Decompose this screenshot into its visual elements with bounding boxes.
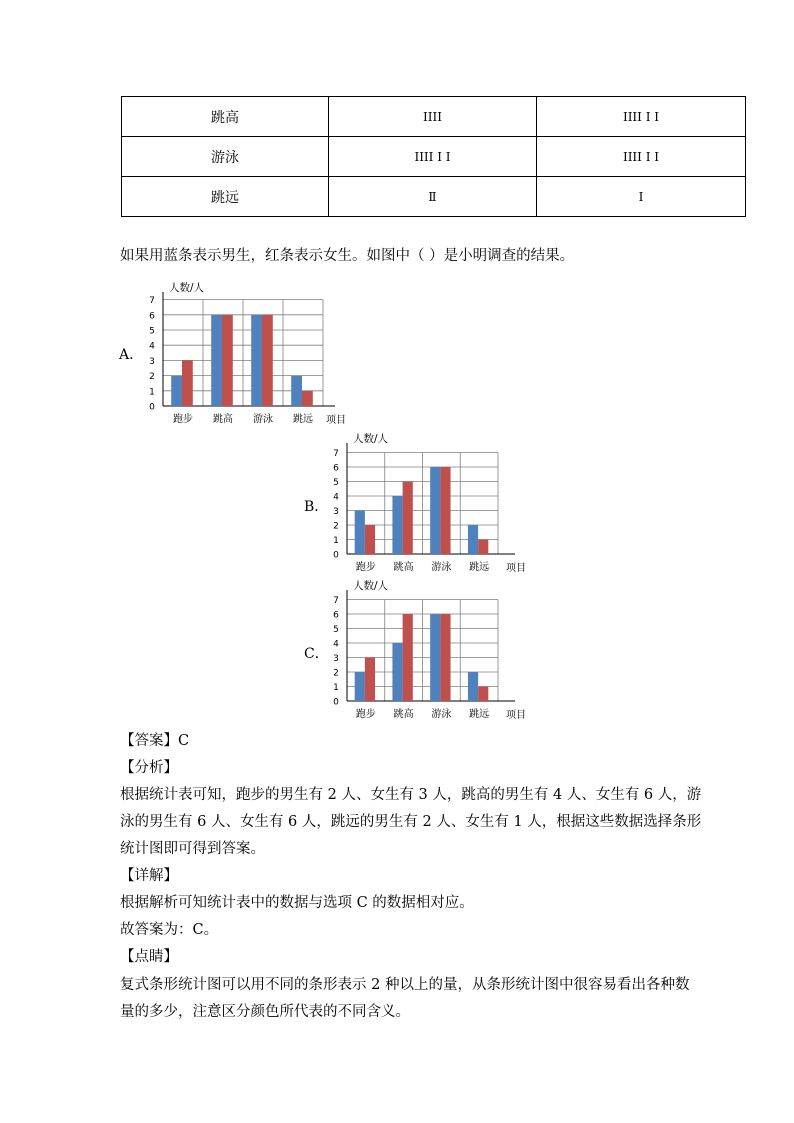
x-tick-label: 跳高 — [393, 709, 414, 720]
boys-bar — [392, 496, 402, 554]
y-tick-label: 7 — [333, 449, 339, 459]
x-tick-label: 跳远 — [293, 414, 313, 425]
x-axis-label: 项目 — [506, 563, 526, 574]
y-tick-label: 4 — [333, 639, 339, 650]
x-tick-label: 跳远 — [469, 562, 490, 573]
boys-bar — [291, 376, 302, 406]
y-tick-label: 4 — [333, 492, 339, 503]
chart-option-b — [327, 433, 537, 575]
boys-bar — [211, 315, 222, 406]
x-tick-label: 跳高 — [393, 562, 414, 573]
chart-option-c — [327, 580, 537, 722]
girls-bar — [440, 614, 450, 701]
girls-bar — [403, 614, 413, 701]
girls-tally-cell: IIII I I — [537, 137, 746, 177]
comment-line: 量的多少，注意区分颜色所代表的不同含义。 — [120, 1004, 410, 1020]
comment-heading: 【点睛】 — [120, 949, 178, 965]
option-b-label: B． — [304, 499, 329, 515]
y-tick-label: 2 — [149, 372, 155, 383]
boys-bar — [468, 525, 478, 554]
girls-bar — [478, 687, 488, 702]
y-tick-label: 6 — [333, 610, 339, 621]
answer-text: 【答案】C — [120, 733, 190, 749]
boys-bar — [430, 614, 440, 701]
x-tick-label: 跳远 — [469, 709, 490, 720]
detail-heading: 【详解】 — [120, 868, 178, 884]
analysis-heading: 【分析】 — [120, 760, 178, 776]
detail-line: 根据解析可知统计表中的数据与选项 C 的数据相对应。 — [120, 895, 474, 911]
question-text: 如果用蓝条表示男生，红条表示女生。如图中（ ）是小明调查的结果。 — [120, 248, 575, 264]
girls-bar — [182, 360, 193, 406]
girls-tally-cell: I — [537, 177, 746, 217]
analysis-line: 统计图即可得到答案。 — [120, 841, 265, 857]
girls-bar — [365, 658, 375, 702]
x-tick-label: 跑步 — [355, 709, 376, 720]
y-tick-label: 1 — [333, 536, 339, 546]
detail-line: 故答案为：C。 — [120, 922, 219, 938]
girls-bar — [365, 525, 375, 554]
girls-tally-cell: IIII I I — [537, 97, 746, 137]
sport-cell: 跳高 — [122, 97, 329, 137]
boys-tally-cell: IIII I I — [329, 137, 537, 177]
boys-bar — [392, 643, 402, 701]
boys-tally-cell: IIII — [329, 97, 537, 137]
y-axis-label: 人数/人 — [169, 282, 205, 294]
girls-bar — [302, 391, 313, 406]
y-tick-label: 3 — [333, 654, 339, 664]
y-tick-label: 1 — [333, 683, 339, 693]
tally-table — [121, 96, 746, 217]
y-tick-label: 7 — [149, 296, 155, 307]
x-tick-label: 游泳 — [253, 414, 273, 425]
option-c-label: C． — [304, 646, 329, 662]
boys-bar — [468, 672, 478, 701]
x-tick-label: 游泳 — [431, 562, 452, 573]
y-tick-label: 5 — [149, 326, 155, 337]
boys-bar — [355, 672, 365, 701]
y-tick-label: 0 — [333, 697, 339, 708]
y-tick-label: 3 — [149, 356, 155, 367]
sport-cell: 跳远 — [122, 177, 329, 217]
y-tick-label: 5 — [333, 478, 339, 488]
x-tick-label: 跳高 — [213, 414, 233, 425]
y-tick-label: 7 — [333, 596, 339, 606]
girls-bar — [403, 482, 413, 555]
table-row — [122, 97, 746, 137]
y-tick-label: 2 — [333, 668, 339, 679]
y-tick-label: 6 — [333, 463, 339, 474]
table-row — [122, 177, 746, 217]
x-axis-label: 项目 — [326, 415, 346, 426]
girls-bar — [440, 467, 450, 554]
analysis-line: 根据统计表可知，跑步的男生有 2 人、女生有 3 人，跳高的男生有 4 人、女生有 6 人，游 — [120, 787, 702, 803]
chart-option-a — [143, 278, 365, 430]
table-row — [122, 137, 746, 177]
girls-bar — [262, 315, 273, 406]
x-tick-label: 跑步 — [173, 414, 193, 425]
girls-bar — [478, 540, 488, 555]
boys-tally-cell: Ⅱ — [329, 177, 537, 217]
boys-bar — [430, 467, 440, 554]
x-axis-label: 项目 — [506, 710, 526, 721]
boys-bar — [251, 315, 262, 406]
y-tick-label: 6 — [149, 311, 155, 322]
sport-cell: 游泳 — [122, 137, 329, 177]
boys-bar — [355, 511, 365, 555]
y-tick-label: 0 — [333, 550, 339, 561]
y-tick-label: 5 — [333, 625, 339, 635]
y-tick-label: 0 — [149, 402, 155, 413]
girls-bar — [222, 315, 233, 406]
x-tick-label: 跑步 — [355, 562, 376, 573]
y-axis-label: 人数/人 — [353, 433, 389, 445]
comment-line: 复式条形统计图可以用不同的条形表示 2 种以上的量，从条形统计图中很容易看出各种数 — [120, 977, 690, 993]
boys-bar — [171, 376, 182, 406]
y-axis-label: 人数/人 — [353, 580, 389, 592]
analysis-line: 泳的男生有 6 人、女生有 6 人，跳远的男生有 2 人、女生有 1 人，根据这些数据选择条形 — [120, 814, 702, 830]
y-tick-label: 1 — [149, 387, 155, 398]
option-a-label: A． — [119, 347, 144, 363]
x-tick-label: 游泳 — [431, 709, 452, 720]
y-tick-label: 4 — [149, 341, 155, 352]
y-tick-label: 3 — [333, 507, 339, 517]
y-tick-label: 2 — [333, 521, 339, 532]
